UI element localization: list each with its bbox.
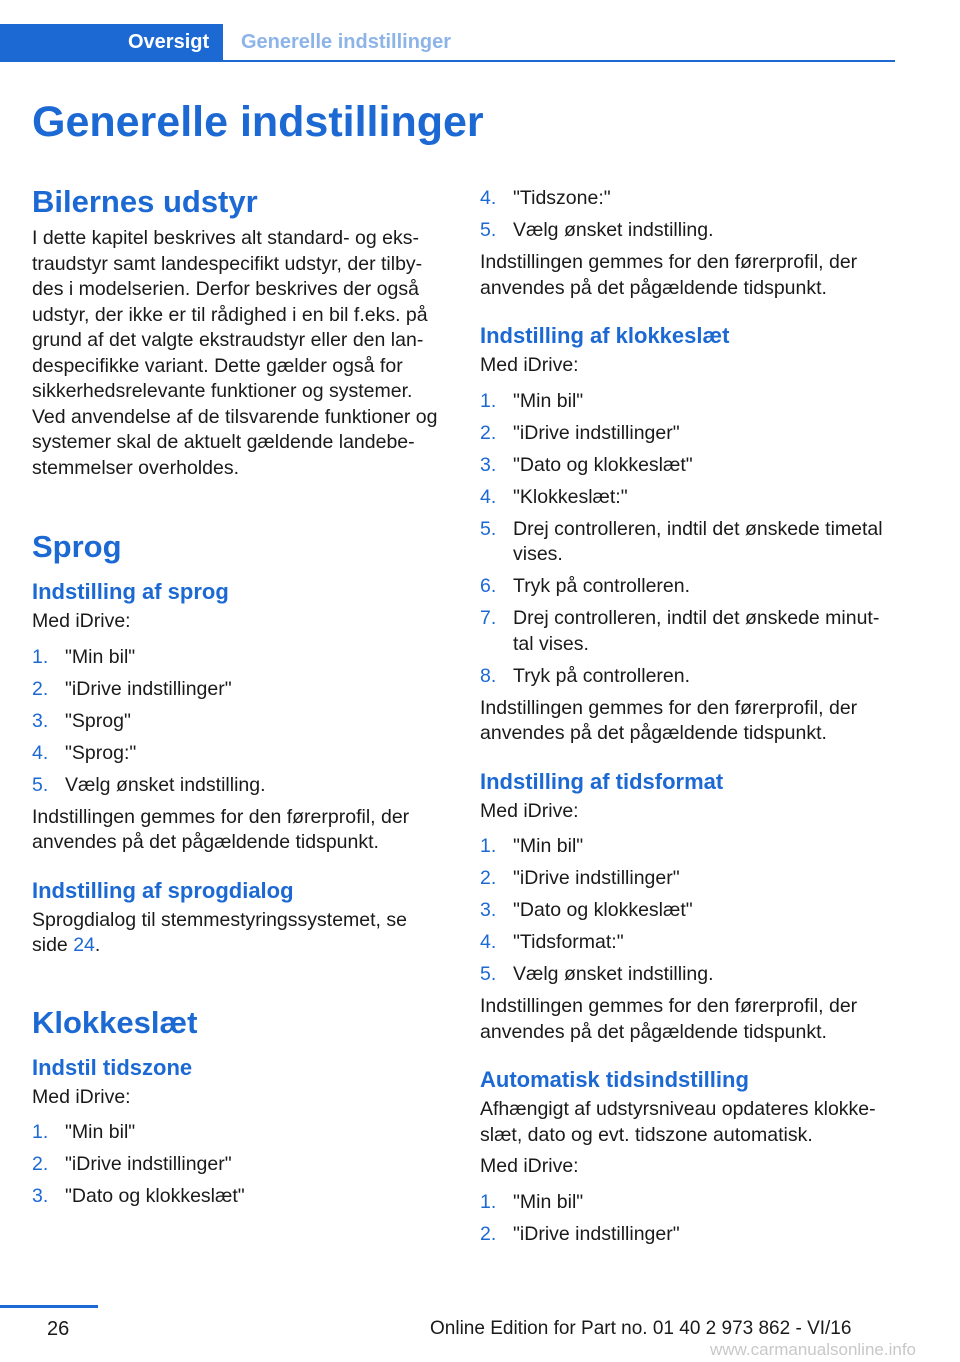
page-number: 26 bbox=[47, 1318, 70, 1340]
list-item: 1. "Min bil" bbox=[480, 1190, 584, 1213]
edition-text: Online Edition for Part no. 01 40 2 973 862 - VI/16 bbox=[430, 1318, 852, 1339]
format-note: Indstillingen gemmes for den førerprofil, der anvendes på det pågældende tidspunkt. bbox=[480, 995, 858, 1043]
watermark: www.carmanualsonline.info bbox=[710, 1340, 916, 1359]
page-title: Generelle indstillinger bbox=[32, 98, 484, 146]
language-heading: Sprog bbox=[32, 529, 122, 564]
auto-text: Afhængigt af udstyrsniveau opdateres klokke slæt, dato og evt. tidszone automatisk. bbox=[480, 1098, 876, 1146]
footer-rule bbox=[0, 1305, 98, 1308]
list-item: 4. "Sprog:" bbox=[32, 741, 137, 764]
list-item: 1. "Min bil" bbox=[32, 645, 136, 668]
timezone-note: Indstillingen gemmes for den førerprofil, der anvendes på det pågældende tidspunkt. bbox=[480, 251, 858, 299]
timezone-subheading: Indstil tidszone bbox=[32, 1054, 193, 1080]
time-intro: Med iDrive: bbox=[480, 354, 579, 376]
tab-general-settings[interactable]: Generelle indstillinger bbox=[241, 31, 452, 53]
list-item: 1. "Min bil" bbox=[480, 835, 584, 857]
list-item: 7. Drej controlleren, indtil det ønskede minut tal vises. bbox=[480, 607, 880, 655]
language-steps bbox=[32, 645, 448, 799]
clock-heading: Klokkeslæt bbox=[32, 1004, 198, 1040]
equipment-text: I dette kapitel beskrives alt standard- og ekstraudstyr samt landespecifikt udstyr, der tilby des i modelserien. Derfor beskrives der også udstyr, der ikke er til rådighed i en bil f.eks. på grund af det valgte ekstraudstyr eller den lan despecifikke variant. Dette gælder også for sikkerhedsrelevante funktioner og systemer. Ved anvendelse af de tilsvarende funktioner og systemer skal de aktuelt gældende landebe stemmelser overholdes. bbox=[32, 227, 438, 479]
format-intro: Med iDrive: bbox=[480, 799, 579, 822]
auto-steps bbox=[480, 1190, 898, 1248]
page-link[interactable]: 24 bbox=[73, 934, 95, 956]
time-subheading: Indstilling af klokkeslæt bbox=[480, 323, 730, 348]
auto-subheading: Automatisk tidsindstilling bbox=[480, 1067, 749, 1092]
dialog-text: Sprogdialog til stemmestyringssystemet, se side 24. bbox=[32, 908, 407, 956]
right-column bbox=[480, 186, 898, 1254]
list-item: 2. "iDrive indstillinger" bbox=[480, 867, 680, 889]
list-item: 3. "Dato og klokkeslæt" bbox=[480, 899, 693, 921]
list-item: 1. "Min bil" bbox=[32, 1121, 136, 1143]
list-item: 5. Drej controlleren, indtil det ønskede timetal vises. bbox=[480, 517, 883, 565]
list-item: 6. Tryk på controlleren. bbox=[480, 575, 691, 597]
list-item: 4. "Tidszone:" bbox=[480, 187, 611, 209]
list-item: 4. "Klokkeslæt:" bbox=[480, 485, 628, 508]
dialog-subheading: Indstilling af sprogdialog bbox=[32, 877, 294, 903]
list-item: 2. "iDrive indstillinger" bbox=[32, 677, 232, 700]
time-note: Indstillingen gemmes for den førerprofil, der anvendes på det pågældende tidspunkt. bbox=[480, 696, 858, 744]
auto-intro: Med iDrive: bbox=[480, 1155, 579, 1177]
format-subheading: Indstilling af tidsformat bbox=[480, 768, 724, 794]
list-item: 4. "Tidsformat:" bbox=[480, 931, 624, 953]
header-tabbar bbox=[0, 24, 895, 62]
list-item: 8. Tryk på controlleren. bbox=[480, 664, 691, 687]
list-item: 5. Vælg ønsket indstilling. bbox=[480, 963, 714, 985]
timezone-steps bbox=[32, 1120, 448, 1210]
language-note: Indstillingen gemmes for den førerprofil, der anvendes på det pågældende tidspunkt. bbox=[32, 805, 410, 853]
list-item: 3. "Dato og klokkeslæt" bbox=[32, 1185, 245, 1207]
list-item: 1. "Min bil" bbox=[480, 389, 584, 412]
list-item: 2. "iDrive indstillinger" bbox=[480, 1222, 680, 1245]
time-steps bbox=[480, 389, 898, 690]
list-item: 3. "Sprog" bbox=[32, 709, 131, 732]
timezone-intro: Med iDrive: bbox=[32, 1085, 131, 1108]
timezone-steps-continued bbox=[480, 186, 898, 244]
left-column bbox=[32, 182, 448, 1216]
list-item: 2. "iDrive indstillinger" bbox=[480, 421, 680, 444]
list-item: 3. "Dato og klokkeslæt" bbox=[480, 453, 693, 476]
format-steps bbox=[480, 834, 898, 988]
tab-overview[interactable]: Oversigt bbox=[0, 24, 223, 60]
language-subheading: Indstilling af sprog bbox=[32, 579, 229, 604]
language-intro: Med iDrive: bbox=[32, 610, 131, 632]
list-item: 2. "iDrive indstillinger" bbox=[32, 1153, 232, 1175]
equipment-heading: Bilernes udstyr bbox=[32, 184, 258, 219]
list-item: 5. Vælg ønsket indstilling. bbox=[32, 773, 266, 796]
list-item: 5. Vælg ønsket indstilling. bbox=[480, 219, 714, 241]
